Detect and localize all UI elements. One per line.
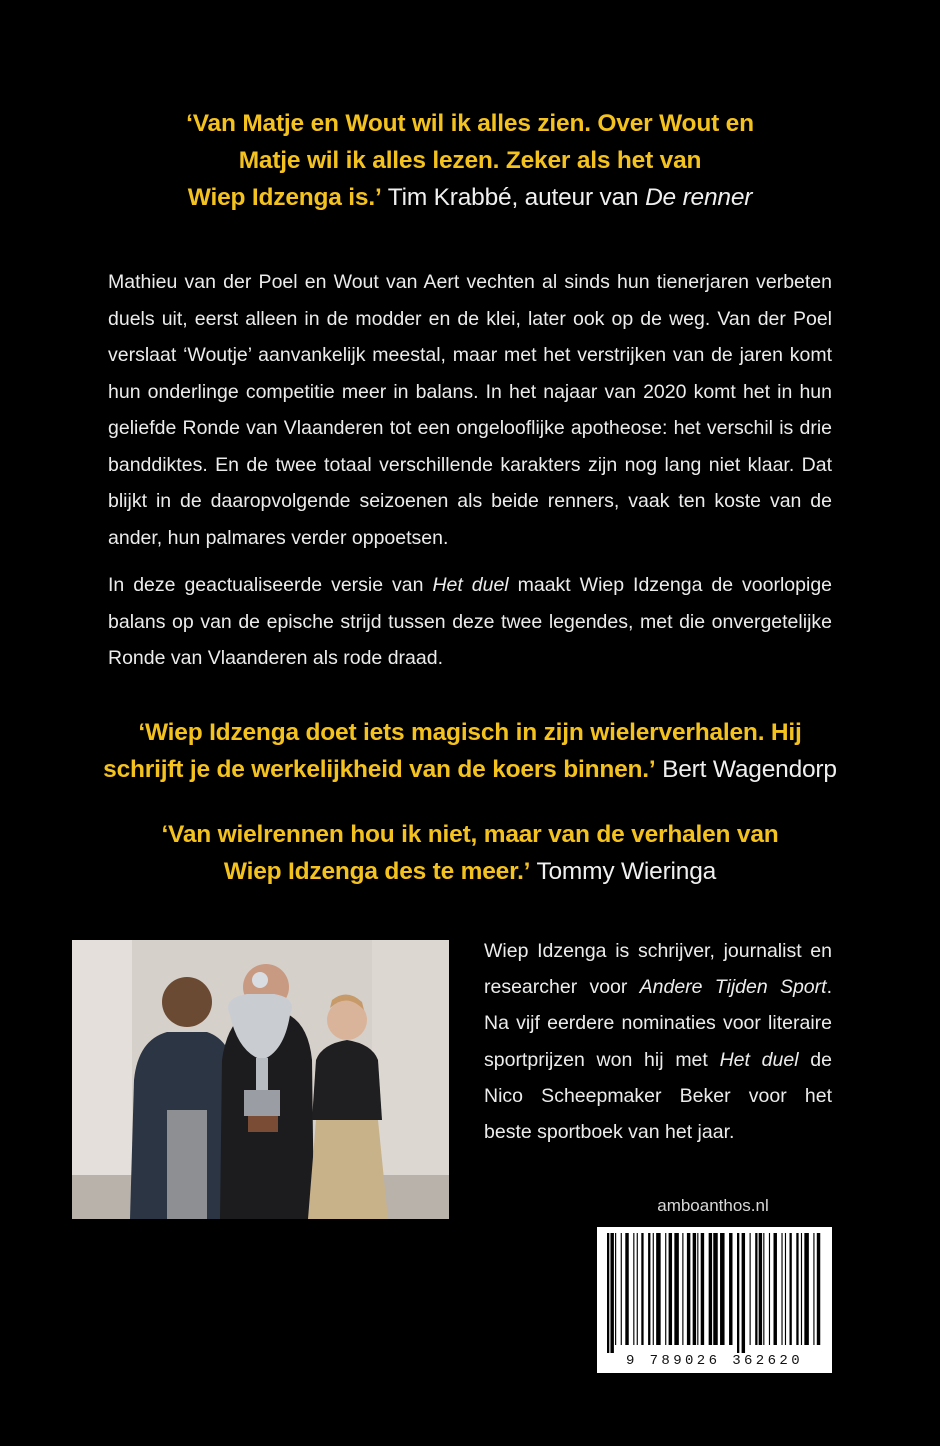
barcode-bar bbox=[610, 1233, 613, 1353]
barcode-bar bbox=[755, 1233, 757, 1345]
barcode-bar bbox=[653, 1233, 654, 1345]
quote-attribution: Tommy Wieringa bbox=[536, 858, 717, 885]
barcode-bar bbox=[665, 1233, 666, 1345]
barcode-bar bbox=[713, 1233, 718, 1345]
barcode-bar bbox=[750, 1233, 751, 1345]
barcode-bar bbox=[737, 1233, 739, 1353]
isbn-barcode bbox=[597, 1227, 832, 1373]
barcode-bar bbox=[804, 1233, 809, 1345]
barcode-bar bbox=[615, 1233, 616, 1345]
quote-line bbox=[60, 179, 880, 216]
barcode-bar bbox=[697, 1233, 698, 1345]
barcode-bar bbox=[801, 1233, 802, 1345]
quote-line bbox=[60, 751, 880, 788]
barcode-bar bbox=[763, 1233, 764, 1345]
quote-text: Wiep Idzenga is.’ bbox=[187, 184, 382, 211]
barcode-bar bbox=[641, 1233, 643, 1345]
barcode-bar bbox=[687, 1233, 690, 1345]
tv-show-title: Andere Tijden Sport bbox=[639, 976, 827, 999]
quote-text: Wiep Idzenga des te meer.’ bbox=[223, 858, 531, 885]
barcode-bar bbox=[729, 1233, 732, 1345]
barcode-bar bbox=[709, 1233, 712, 1345]
barcode-bar bbox=[774, 1233, 777, 1345]
barcode-bar bbox=[674, 1233, 679, 1345]
review-quote-wieringa bbox=[60, 816, 880, 890]
barcode-bar bbox=[607, 1233, 609, 1353]
barcode-bar bbox=[769, 1233, 770, 1345]
barcode-bar bbox=[637, 1233, 638, 1345]
barcode-bar bbox=[720, 1233, 725, 1345]
review-quote-wagendorp bbox=[60, 714, 880, 788]
quote-line: ‘Van wielrennen hou ik niet, maar van de verhalen van bbox=[161, 821, 779, 848]
barcode-bar bbox=[813, 1233, 814, 1345]
book-title: Het duel bbox=[432, 574, 509, 596]
barcode-bar bbox=[682, 1233, 683, 1345]
review-quote-krabbe bbox=[60, 105, 880, 216]
author-bio: Wiep Idzenga is schrijver, journalist en researcher voor Andere Tijden Sport. Na vijf eerdere nominaties voor literaire sportprijzen won hij met Het duel de Nico Scheepmaker Beker voor het beste sportboek van het jaar. bbox=[484, 940, 832, 1144]
quote-line bbox=[60, 853, 880, 890]
quote-attribution: Bert Wagendorp bbox=[662, 756, 837, 783]
barcode-bar bbox=[656, 1233, 661, 1345]
barcode-bar bbox=[648, 1233, 650, 1345]
blurb-paragraph-1: Mathieu van der Poel en Wout van Aert vechten al sinds hun tienerjaren verbeten duels uit, eerst alleen in de modder en de klei, later ook op de weg. Van der Poel verslaat ‘Woutje’ aanvankelijk meestal, maar met het verstrijken van de jaren komt hun onderlinge competitie meer in balans. In het najaar van 2020 komt het in hun geliefde Ronde van Vlaanderen tot een ongelooflijke apotheose: het verschil is drie banddiktes. En de twee totaal verschillende karakters zijn nog lang niet klaar. Dat blijkt in de daaropvolgende seizoenen als beide renners, vaak ten koste van de ander, hun palmares verder oppoetsen. bbox=[108, 271, 832, 549]
publisher-url: amboanthos.nl bbox=[657, 1196, 769, 1215]
author-photo bbox=[72, 940, 449, 1219]
barcode-bar bbox=[701, 1233, 704, 1345]
barcode-bar bbox=[693, 1233, 696, 1345]
barcode-bar bbox=[796, 1233, 798, 1345]
barcode-bar bbox=[785, 1233, 786, 1345]
barcode-bar bbox=[621, 1233, 622, 1345]
quote-line: ‘Van Matje en Wout wil ik alles zien. Over Wout en bbox=[186, 110, 754, 137]
barcode-bar bbox=[781, 1233, 782, 1345]
quote-line: ‘Wiep Idzenga doet iets magisch in zijn wielerverhalen. Hij bbox=[138, 719, 802, 746]
quote-attribution-title: De renner bbox=[645, 184, 753, 211]
barcode-bar bbox=[817, 1233, 820, 1345]
quote-line: Matje wil ik alles lezen. Zeker als het van bbox=[238, 147, 702, 174]
barcode-bar bbox=[633, 1233, 634, 1345]
author-photo-illustration bbox=[72, 940, 449, 1219]
barcode-bar bbox=[759, 1233, 762, 1345]
barcode-bar bbox=[790, 1233, 792, 1345]
barcode-digits: 9 789026 362620 bbox=[625, 1353, 804, 1369]
blurb-paragraph-2: In deze geactualiseerde versie van Het duel maakt Wiep Idzenga de voorlopige balans op van de epische strijd tussen deze twee legendes, met die onvergetelijke Ronde van Vlaanderen als rode draad. bbox=[108, 574, 833, 669]
barcode-bars bbox=[597, 1227, 832, 1373]
barcode-bar bbox=[742, 1233, 745, 1353]
quote-attribution: Tim Krabbé, auteur van bbox=[387, 184, 639, 211]
book-title: Het duel bbox=[719, 1048, 799, 1071]
barcode-bar bbox=[669, 1233, 672, 1345]
barcode-bar bbox=[625, 1233, 628, 1345]
quote-text: schrijft je de werkelijkheid van de koers binnen.’ bbox=[103, 756, 656, 783]
